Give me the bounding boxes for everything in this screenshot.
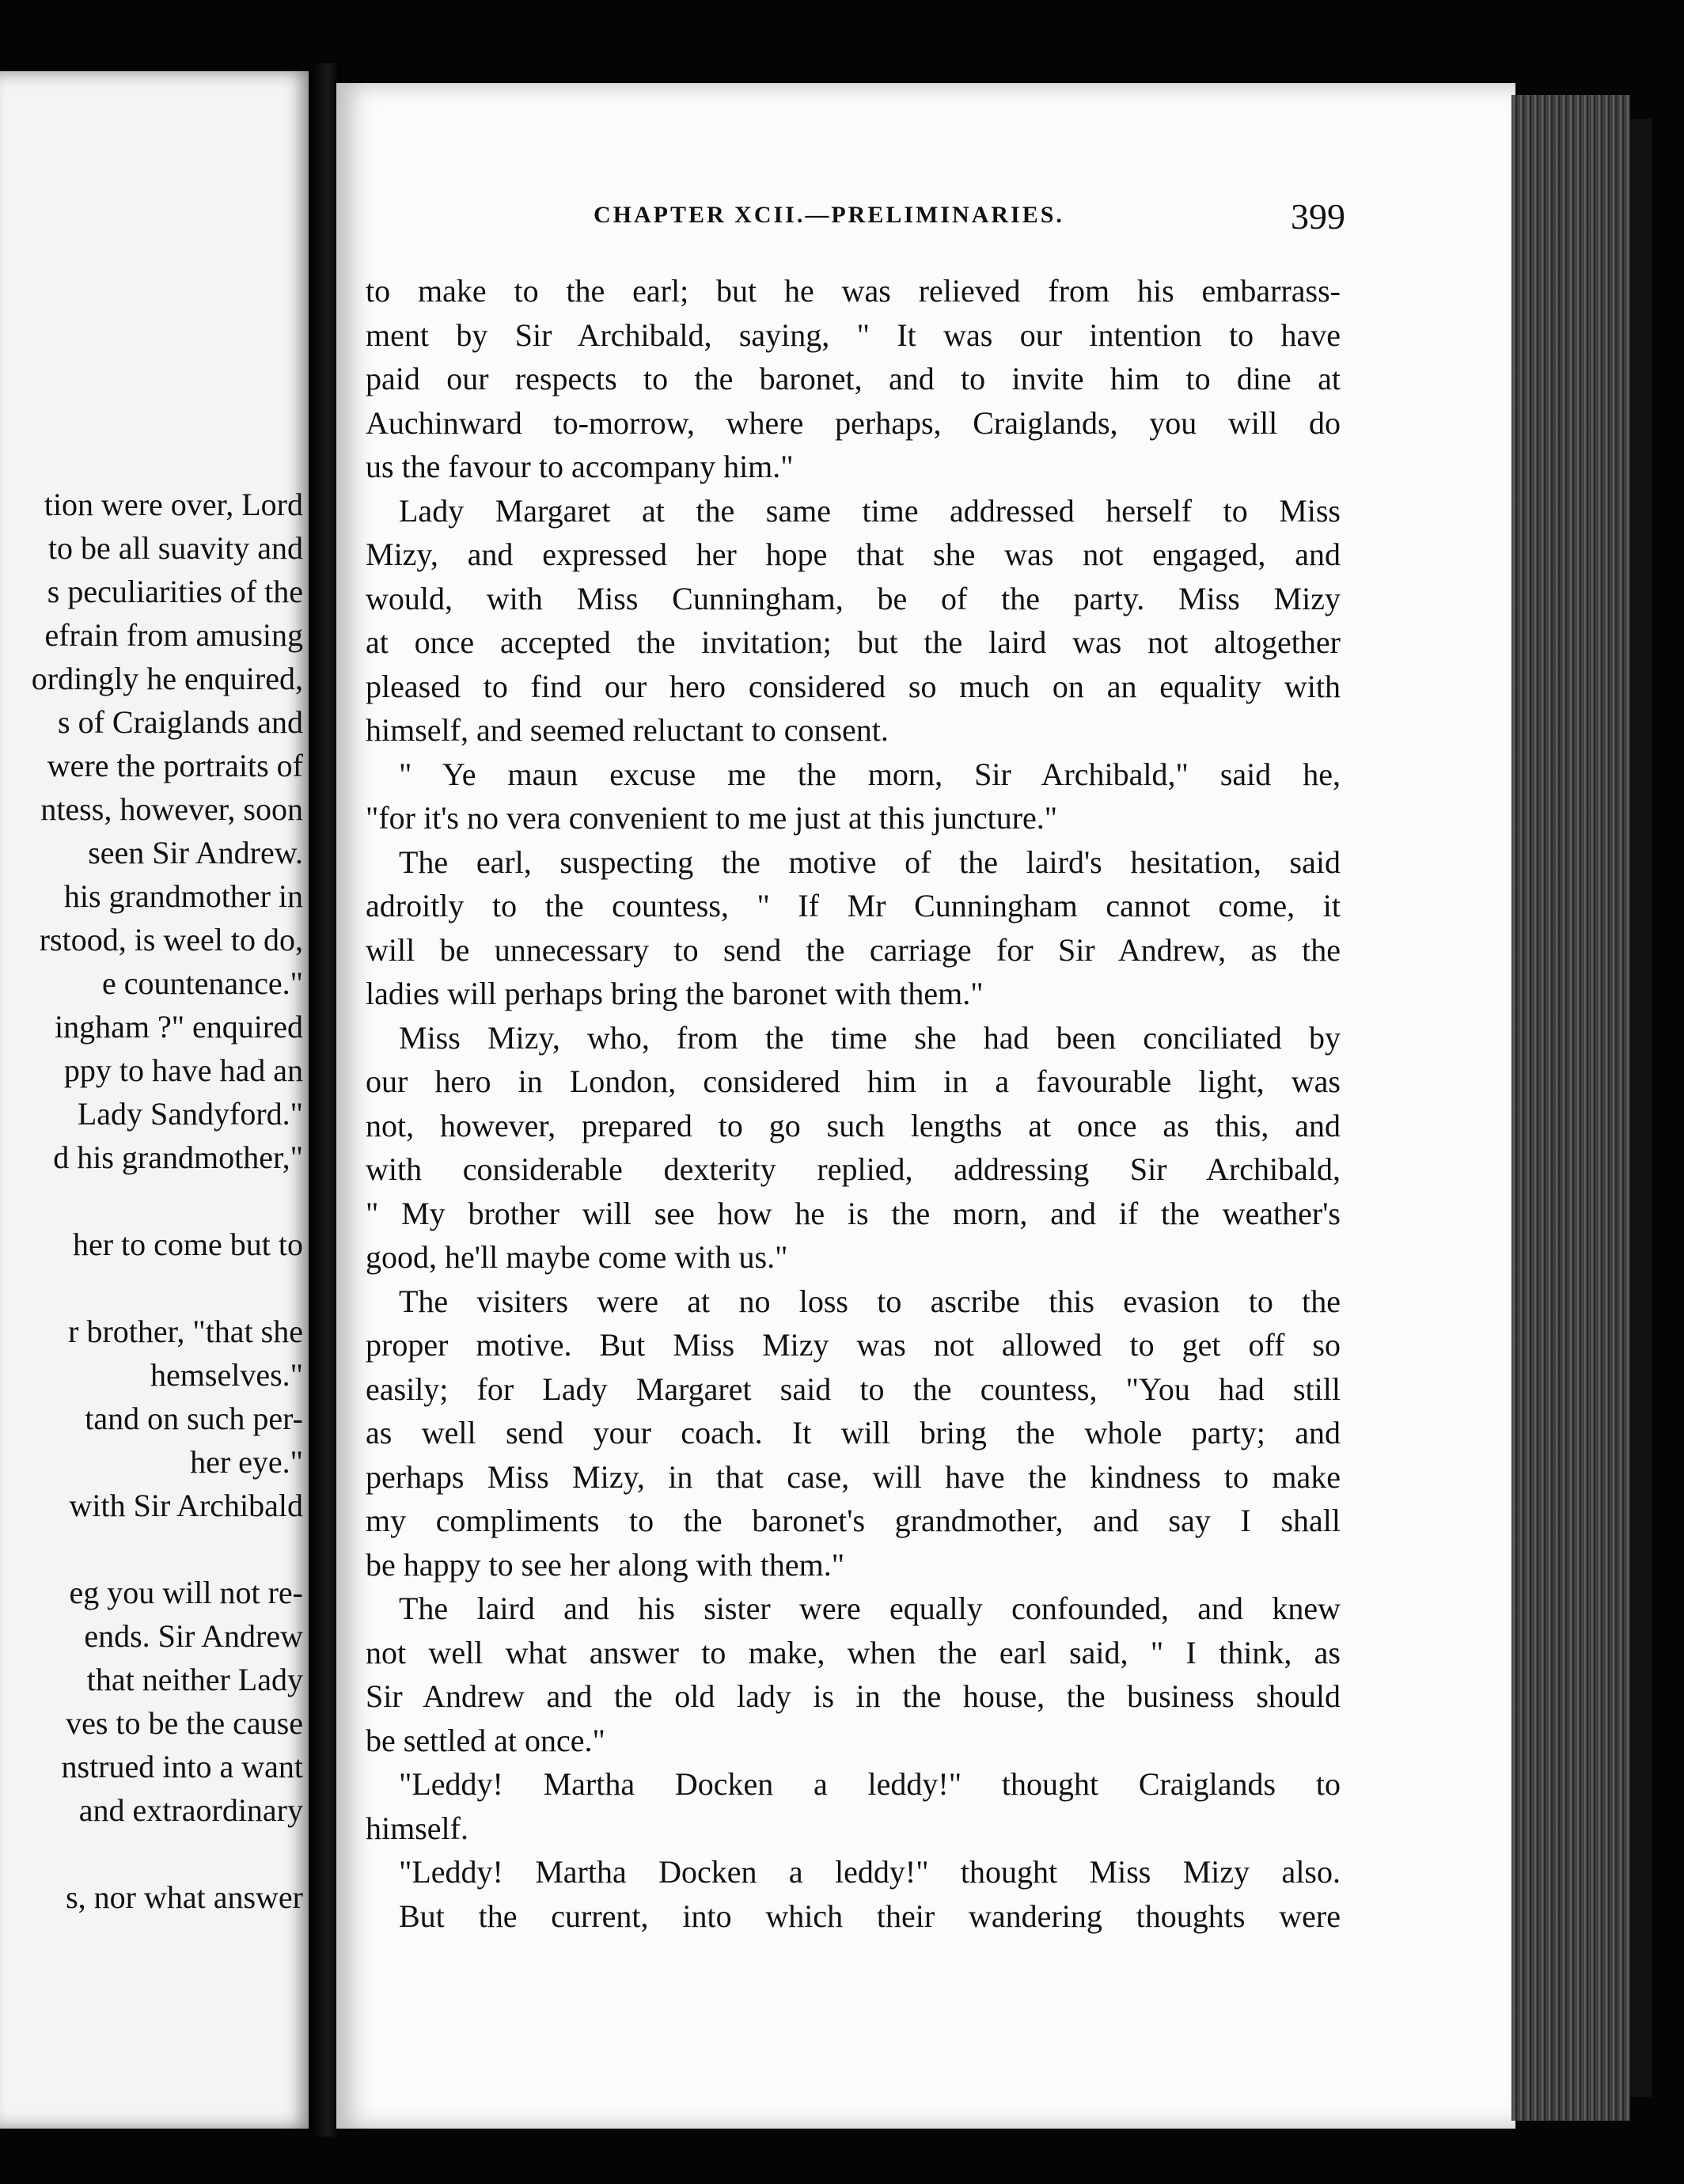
text-line xyxy=(0,1266,303,1310)
running-title: CHAPTER XCII.—PRELIMINARIES. xyxy=(594,202,1064,228)
text-line xyxy=(0,1832,303,1875)
text-line: The visiters were at no loss to ascribe this evasion to the xyxy=(399,1283,1341,1319)
text-line: ntess, however, soon xyxy=(40,791,303,827)
text-line: ingham ?" enquired xyxy=(54,1009,303,1045)
text-line: easily; for Lady Margaret said to the countess, "You had still xyxy=(366,1371,1341,1407)
text-line: us the favour to accompany him." xyxy=(366,449,794,484)
text-line: The laird and his sister were equally confounded, and knew xyxy=(399,1591,1341,1626)
text-line: "Leddy! Martha Docken a leddy!" thought Miss Mizy also. xyxy=(399,1854,1341,1890)
text-line: and extraordinary xyxy=(78,1792,303,1828)
text-line: adroitly to the countess, " If Mr Cunningham cannot come, it xyxy=(366,888,1341,923)
text-line: himself, and seemed reluctant to consent. xyxy=(366,712,889,748)
text-line: at once accepted the invitation; but the laird was not altogether xyxy=(366,624,1341,660)
text-line: Lady Sandyford." xyxy=(77,1096,303,1132)
text-line: perhaps Miss Mizy, in that case, will have the kindness to make xyxy=(366,1458,1341,1495)
text-line: with considerable dexterity replied, addressing Sir Archibald, xyxy=(366,1151,1341,1187)
text-line: The earl, suspecting the motive of the laird's hesitation, said xyxy=(399,844,1341,880)
text-line: Mizy, and expressed her hope that she was not engaged, and xyxy=(366,537,1341,572)
text-line: that neither Lady xyxy=(86,1662,303,1697)
text-line: his grandmother in xyxy=(63,878,303,914)
text-line: as well send your coach. It will bring the whole party; and xyxy=(366,1415,1341,1450)
text-line: Lady Margaret at the same time addressed herself to Miss xyxy=(399,492,1341,529)
text-line: be happy to see her along with them." xyxy=(366,1546,845,1583)
text-line: be settled at once." xyxy=(366,1722,605,1758)
text-line: s of Craiglands and xyxy=(58,704,303,740)
text-line: our hero in London, considered him in a favourable light, was xyxy=(366,1064,1341,1099)
text-line: good, he'll maybe come with us." xyxy=(366,1239,788,1275)
page-number: 399 xyxy=(1291,196,1345,237)
text-line: her to come but to xyxy=(72,1227,303,1262)
text-line: eg you will not re- xyxy=(69,1575,303,1610)
text-line: ends. Sir Andrew xyxy=(84,1618,303,1654)
text-line: s peculiarities of the xyxy=(47,574,303,609)
text-line: r brother, "that she xyxy=(68,1314,303,1349)
text-line: not, however, prepared to go such lengths at once as this, and xyxy=(366,1107,1341,1143)
text-line: But the current, into which their wandering thoughts were xyxy=(399,1898,1341,1934)
text-line: pleased to find our hero considered so much on an equality with xyxy=(366,668,1341,704)
text-line: with Sir Archibald xyxy=(69,1488,303,1523)
text-line: nstrued into a want xyxy=(61,1749,303,1784)
text-line: Miss Mizy, who, from the time she had been conciliated by xyxy=(399,1019,1341,1056)
left-page xyxy=(0,71,313,2129)
running-head xyxy=(594,196,1345,249)
text-line: "for it's no vera convenient to me just at this juncture." xyxy=(366,800,1058,836)
text-line: ves to be the cause xyxy=(66,1705,303,1741)
text-line: would, with Miss Cunningham, be of the party. Miss Mizy xyxy=(366,580,1341,616)
text-line xyxy=(0,1527,303,1571)
text-line: to make to the earl; but he was relieved from his embarrass- xyxy=(366,273,1341,309)
text-line: will be unnecessary to send the carriage for Sir Andrew, as the xyxy=(366,931,1341,968)
page-edges xyxy=(1511,95,1630,2121)
text-line: her eye." xyxy=(190,1444,303,1480)
text-line: tand on such per- xyxy=(85,1401,303,1436)
text-line: efrain from amusing xyxy=(44,617,303,653)
text-line: rstood, is weel to do, xyxy=(39,922,303,957)
text-line: ppy to have had an xyxy=(63,1052,303,1088)
text-line: ment by Sir Archibald, saying, " It was our intention to have xyxy=(366,317,1341,353)
text-line: proper motive. But Miss Mizy was not allowed to get off so xyxy=(366,1327,1341,1363)
text-line: ladies will perhaps bring the baronet with them." xyxy=(366,976,984,1011)
text-line: my compliments to the baronet's grandmother, and say I shall xyxy=(366,1503,1341,1538)
text-line: "Leddy! Martha Docken a leddy!" thought Craiglands to xyxy=(399,1766,1341,1802)
text-line: tion were over, Lord xyxy=(44,487,303,522)
text-line: Auchinward to-morrow, where perhaps, Craiglands, you will do xyxy=(366,404,1341,441)
text-line: " My brother will see how he is the morn, and if the weather's xyxy=(366,1195,1341,1231)
text-line: " Ye maun excuse me the morn, Sir Archibald," said he, xyxy=(399,756,1341,792)
text-line: hemselves." xyxy=(150,1357,303,1393)
text-line: d his grandmother," xyxy=(53,1139,303,1175)
text-line: not well what answer to make, when the earl said, " I think, as xyxy=(366,1634,1341,1670)
text-line: were the portraits of xyxy=(47,748,303,783)
left-page-text xyxy=(0,483,303,1919)
text-line xyxy=(0,1179,303,1223)
text-line: to be all suavity and xyxy=(47,530,303,566)
body-text xyxy=(366,269,1341,1938)
text-line: e countenance." xyxy=(102,965,303,1001)
text-line: ordingly he enquired, xyxy=(31,661,303,696)
book-edge xyxy=(1630,119,1652,2097)
text-line: paid our respects to the baronet, and to invite him to dine at xyxy=(366,361,1341,396)
text-line: Sir Andrew and the old lady is in the house, the business should xyxy=(366,1678,1341,1714)
text-line: s, nor what answer xyxy=(66,1879,303,1915)
text-line: seen Sir Andrew. xyxy=(88,835,303,870)
book-gutter xyxy=(309,63,340,2137)
text-line: himself. xyxy=(366,1810,468,1846)
